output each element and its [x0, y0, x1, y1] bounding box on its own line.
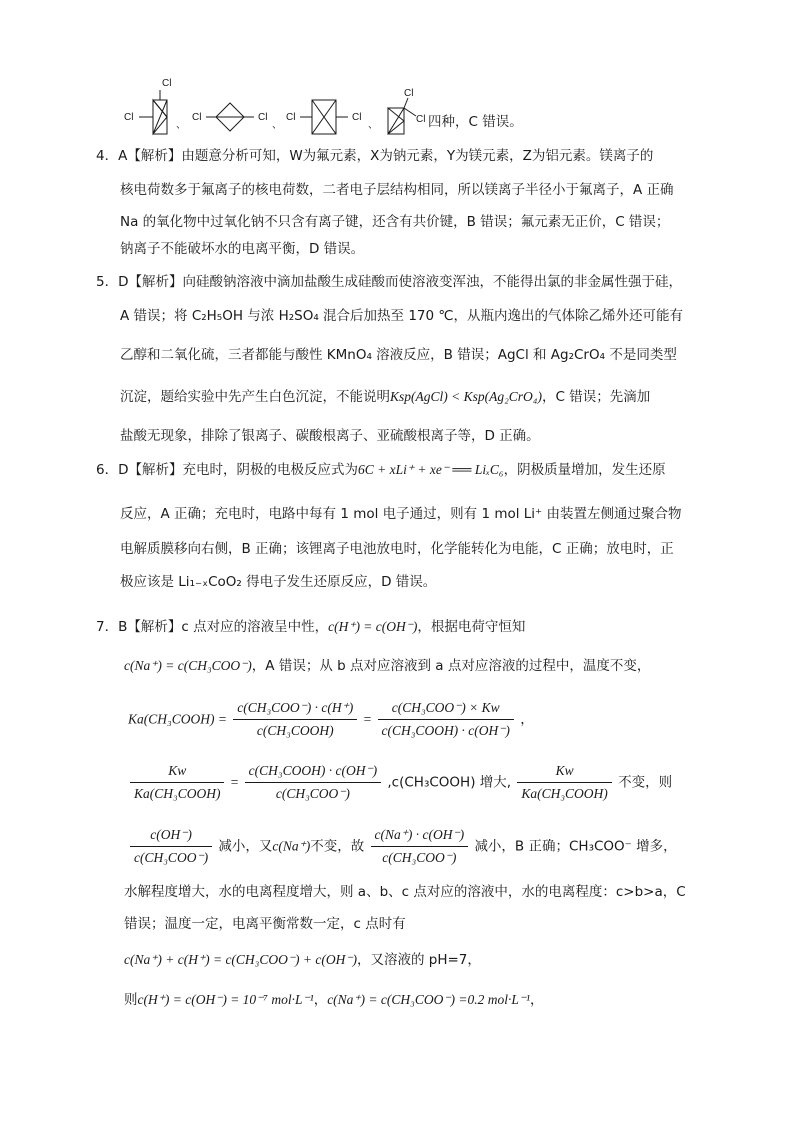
- q7-text: 减小，又: [218, 838, 273, 855]
- q7-text: 不变，则: [618, 774, 673, 791]
- fraction: [130, 824, 212, 869]
- q7-text: ，: [313, 992, 328, 1008]
- atom-label: Cl: [286, 112, 296, 123]
- atom-label: Cl: [192, 112, 202, 123]
- separator: 、: [368, 120, 378, 131]
- q5-line-4: [120, 387, 650, 407]
- charge-balance: c(Na⁺) = c(CH₃COO⁻): [124, 658, 252, 673]
- denominator: c(CH₃COOH): [256, 723, 334, 738]
- q6-line-4: 极应该是 Li₁₋ₓCoO₂ 得电子发生还原反应，D 错误。: [120, 574, 437, 590]
- electrode-equation: 6C + xLi⁺ + xe⁻ ══ LiₓC₆: [357, 462, 504, 477]
- q4-line-1: 4．A【解析】由题意分析可知，W为氟元素，X为钠元素，Y为镁元素，Z为铝元素。镁离子的: [96, 148, 654, 164]
- intro-tail: 四种，C 错误。: [428, 114, 523, 130]
- denominator: c(CH₃COO⁻): [134, 850, 209, 865]
- separator: 、: [272, 120, 282, 131]
- atom-label: Cl: [162, 78, 172, 89]
- numerator: Kw: [130, 760, 224, 783]
- neutral-condition: c(H⁺) = c(OH⁻): [328, 619, 418, 634]
- q7-text: 7．B【解析】c 点对应的溶液呈中性，: [96, 619, 329, 635]
- q7-line-2: [124, 656, 650, 676]
- q4-line-4: 钠离子不能破坏水的电离平衡，D 错误。: [120, 241, 365, 257]
- q6-text: ，阴极质量增加，发生还原: [503, 462, 666, 478]
- q7-text: 则: [124, 992, 138, 1008]
- q6-line-2: 反应，A 正确；充电时，电路中每有 1 mol 电子通过，则有 1 mol Li⁺ 由装置左侧通过聚合物: [120, 506, 682, 522]
- q7-text: 减小，B 正确；CH₃COO⁻ 增多，: [474, 838, 677, 855]
- q7-text: ，根据电荷守恒知: [417, 619, 526, 635]
- numerator: c(CH₃COO⁻) × Kw: [378, 697, 514, 720]
- ion-concentration: c(H⁺) = c(OH⁻) = 10⁻⁷ mol·L⁻¹: [137, 992, 314, 1007]
- denominator: c(CH₃COO⁻): [382, 850, 457, 865]
- q7-line-7: 错误；温度一定，电离平衡常数一定，c 点时有: [124, 916, 406, 932]
- q7-text: ，又溶液的 pH=7，: [356, 952, 481, 968]
- q5-text: 沉淀，题给实验中先产生白色沉淀，不能说明: [120, 389, 390, 405]
- q4-line-3: Na 的氧化物中过氧化钠不只含有离子键，还含有共价键，B 错误；氟元素无正价，C 错误；: [120, 214, 670, 230]
- atom-label: Cl: [352, 112, 362, 123]
- q5-text: ，C 错误；先滴加: [542, 389, 651, 405]
- denominator: Ka(CH₃COOH): [521, 786, 608, 801]
- q7-text: ，: [530, 992, 544, 1008]
- q5-line-3: 乙醇和二氧化硫，三者都能与酸性 KMnO₄ 溶液反应，B 错误；AgCl 和 Ag₂CrO₄ 不是同类型: [120, 347, 677, 363]
- molecule-4: [388, 88, 425, 134]
- q7-line-1: [96, 617, 525, 637]
- kw-ka-equation: [128, 760, 672, 805]
- denominator: Ka(CH₃COOH): [134, 786, 221, 801]
- q6-line-1: [96, 460, 666, 480]
- fraction: [378, 697, 514, 742]
- numerator: c(CH₃COOH) · c(OH⁻): [245, 760, 381, 783]
- atom-label: Cl: [416, 114, 426, 125]
- molecule-1: [124, 78, 171, 134]
- denominator: c(CH₃COOH) · c(OH⁻): [381, 723, 510, 738]
- q7-text: 不变，故: [310, 838, 365, 855]
- fraction: [371, 824, 469, 869]
- numerator: Kw: [517, 760, 611, 783]
- q7-text: ，A 错误；从 b 点对应溶液到 a 点对应溶液的过程中，温度不变，: [251, 658, 651, 674]
- ka-equation: [128, 697, 534, 742]
- atom-label: Cl: [258, 112, 268, 123]
- equals-sign: =: [230, 774, 239, 790]
- q7-line-6: 水解程度增大，水的电离程度增大，则 a、b、c 点对应的溶液中，水的电离程度：c>b>a，C: [124, 884, 686, 900]
- q5-line-5: 盐酸无现象，排除了银离子、碳酸根离子、亚硫酸根离子等，D 正确。: [120, 428, 540, 444]
- q4-line-2: 核电荷数多于氟离子的核电荷数，二者电子层结构相同，所以镁离子半径小于氟离子，A 正确: [120, 182, 674, 198]
- q6-text: 6．D【解析】充电时，阴极的电极反应式为: [96, 462, 358, 478]
- ion-concentration: c(Na⁺) = c(CH₃COO⁻) =0.2 mol·L⁻¹: [327, 992, 531, 1007]
- ratio-equation: [128, 824, 677, 869]
- numerator: c(CH₃COO⁻) · c(H⁺): [233, 697, 357, 720]
- ka-lhs: Ka(CH₃COOH) =: [128, 711, 227, 727]
- q5-line-2: A 错误；将 C₂H₅OH 与浓 H₂SO₄ 混合后加热至 170 ℃，从瓶内逸出的气体除乙烯外还可能有: [120, 308, 684, 324]
- fraction: [233, 697, 357, 742]
- fraction: [245, 760, 381, 805]
- fraction: [517, 760, 611, 805]
- punctuation: ，: [520, 711, 534, 728]
- q6-line-3: 电解质膜移向右侧，B 正确；该锂离子电池放电时，化学能转化为电能，C 正确；放电时，正: [120, 541, 674, 557]
- atom-label: Cl: [124, 112, 134, 123]
- q7-text: ,c(CH₃COOH) 增大,: [387, 774, 512, 791]
- equals-sign: =: [363, 711, 372, 727]
- numerator: c(Na⁺) · c(OH⁻): [371, 824, 469, 847]
- ksp-inequality: Ksp(AgCl) < Ksp(Ag₂CrO₄): [390, 389, 543, 404]
- molecule-2: [192, 103, 267, 131]
- q7-line-9: [124, 990, 544, 1010]
- q5-line-1: 5．D【解析】向硅酸钠溶液中滴加盐酸生成硅酸而使溶液变浑浊，不能得出氯的非金属性强于硅，: [96, 274, 682, 290]
- atom-label: Cl: [404, 88, 414, 99]
- denominator: c(CH₃COO⁻): [275, 786, 350, 801]
- numerator: c(OH⁻): [130, 824, 212, 847]
- separator: 、: [176, 120, 186, 131]
- charge-conservation: c(Na⁺) + c(H⁺) = c(CH₃COO⁻) + c(OH⁻): [124, 952, 357, 967]
- q7-line-8: [124, 950, 481, 970]
- fraction: [130, 760, 224, 805]
- molecule-3: [286, 100, 361, 134]
- sodium-conc: c(Na⁺): [272, 838, 311, 854]
